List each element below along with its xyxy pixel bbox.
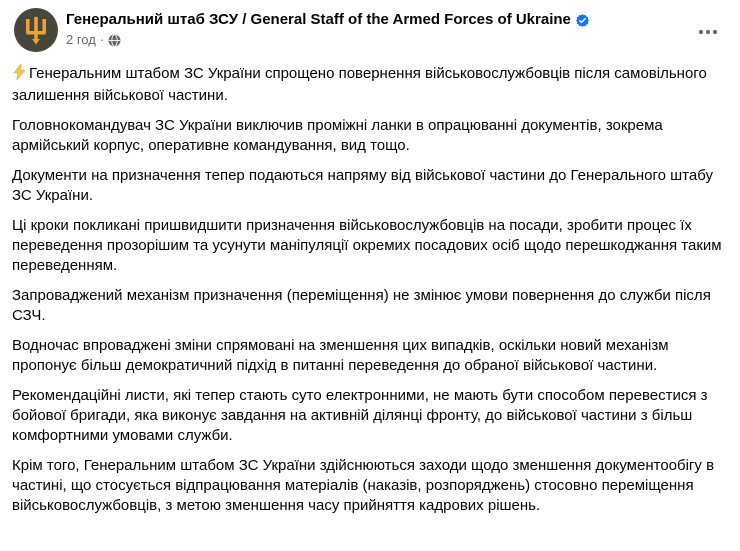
- header-text: [66, 6, 589, 48]
- more-options-button[interactable]: [692, 18, 724, 42]
- post-text: [0, 52, 740, 516]
- three-dots-icon: [698, 23, 718, 38]
- meta-row: [66, 32, 589, 48]
- verified-badge-icon: [576, 14, 589, 27]
- post-header: [0, 0, 740, 52]
- lightning-bolt-icon: [12, 64, 27, 86]
- trident-emblem-icon: [14, 8, 58, 52]
- meta-separator: ·: [99, 32, 105, 47]
- post-paragraph: Генеральним штабом ЗС України спрощено повернення військовослужбовців після самовільного залишення військової частини.: [12, 65, 707, 104]
- post-paragraph: Документи на призначення тепер подаються напряму від військової частини до Генерального штабу ЗС України.: [12, 167, 713, 204]
- post-paragraph: Запроваджений механізм призначення (переміщення) не змінює умови повернення до служби після СЗЧ.: [12, 287, 711, 324]
- post-paragraph: Крім того, Генеральним штабом ЗС України здійснюються заходи щодо зменшення документообігу в частині, що стосується відпрацювання матеріалів (наказів, розпоряджень) стосовно переміщення військовослужбовців, з метою зменшення часу прийняття кадрових рішень.: [12, 457, 715, 514]
- post-paragraph: Ці кроки покликані пришвидшити призначення військовослужбовців на посади, зробити процес їх переведення прозорішим та усунути маніпуляції окремих посадових осіб щодо перешкоджання таким переведенням.: [12, 217, 722, 274]
- post-paragraph: Водночас впроваджені зміни спрямовані на зменшення цих випадків, оскільки новий механізм пропонує більш демократичний підхід в питанні переведення до обраної військової частини.: [12, 337, 669, 374]
- post-paragraph: Головнокомандувач ЗС України виключив проміжні ланки в опрацюванні документів, зокрема армійський корпус, оперативне командування, вид тощо.: [12, 117, 663, 154]
- post-paragraph: Рекомендаційні листи, які тепер стають суто електронними, не мають бути способом перевестися з бойової бригади, яка виконує завдання на активній ділянці фронту, до військової частини з більш комфортними умовами служби.: [12, 387, 708, 444]
- avatar[interactable]: [14, 8, 58, 52]
- name-row: [66, 10, 589, 29]
- page-name-link[interactable]: Генеральний штаб ЗСУ / General Staff of the Armed Forces of Ukraine: [66, 11, 571, 28]
- timestamp[interactable]: 2 год: [66, 32, 96, 47]
- globe-public-icon: [108, 34, 121, 47]
